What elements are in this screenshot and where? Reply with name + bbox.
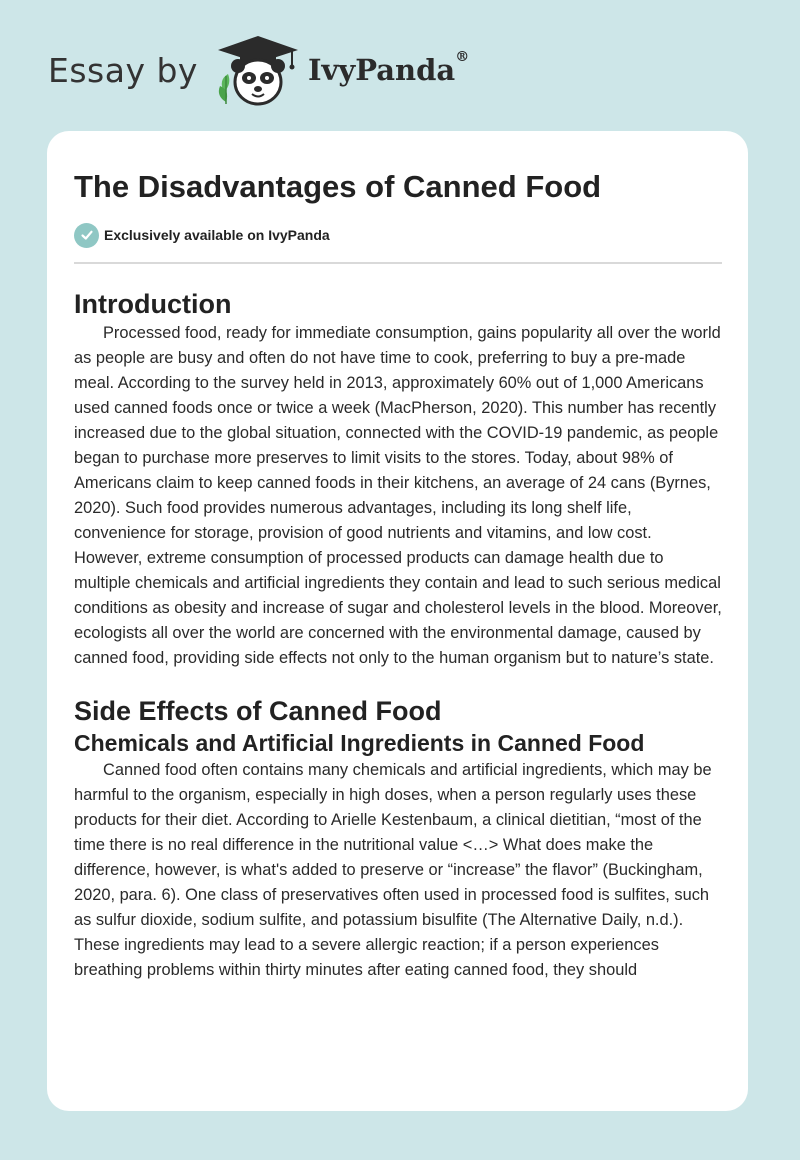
section-heading-introduction: Introduction [74, 289, 232, 319]
introduction-paragraph: Processed food, ready for immediate consumption, gains popularity all over the world as people are busy and often do not have time to cook, preferring to buy a pre-made meal. According to the survey held in 2013, approximately 60% out of 1,000 Americans used canned foods once or twice a week (MacPherson, 2020). This number has recently increased due to the global situation, connected with the COVID-19 pandemic, as people began to purchase more preserves to limit visits to the stores. Today, about 98% of Americans claim to keep canned foods in their kitchens, an average of 24 cans (Byrnes, 2020). Such food provides numerous advantages, including its long shelf life, convenience for storage, provision of good nutrients and vitamins, and low cost. However, extreme consumption of processed products can damage health due to multiple chemicals and artificial ingredients they contain and lead to such serious medical conditions as obesity and increase of sugar and cholesterol levels in the blood. Moreover, ecologists all over the world are concerned with the environmental damage, caused by canned food, providing side effects not only to the human organism but to nature’s state. [74, 324, 722, 667]
page-title: The Disadvantages of Canned Food [74, 169, 602, 204]
brand-prefix: Essay by [48, 50, 198, 90]
site-header [48, 30, 469, 110]
divider [74, 262, 722, 264]
badge-text: Exclusively available on IvyPanda [104, 227, 330, 243]
panda-logo-icon[interactable] [212, 30, 304, 110]
registered-mark: ® [455, 49, 470, 65]
section-heading-side-effects: Side Effects of Canned Food [74, 696, 442, 726]
essay-card [47, 131, 748, 1111]
brand-name[interactable]: IvyPanda® [307, 49, 470, 87]
exclusive-badge [74, 222, 722, 248]
check-icon [74, 223, 99, 248]
subsection-heading-chemicals: Chemicals and Artificial Ingredients in Canned Food [74, 730, 645, 756]
chemicals-paragraph: Canned food often contains many chemicals and artificial ingredients, which may be harmful to the organism, especially in high doses, when a person regularly uses these products for their diet. According to Arielle Kestenbaum, a clinical dietitian, “most of the time there is no real difference in the nutritional value <…> What does make the difference, however, is what's added to preserve or “increase” the flavor” (Buckingham, 2020, para. 6). One class of preservatives often used in processed food is sulfites, such as sulfur dioxide, sodium sulfite, and potassium bisulfite (The Alternative Daily, n.d.). These ingredients may lead to a severe allergic reaction; if a person experiences breathing problems within thirty minutes after eating canned food, they should [74, 761, 712, 979]
